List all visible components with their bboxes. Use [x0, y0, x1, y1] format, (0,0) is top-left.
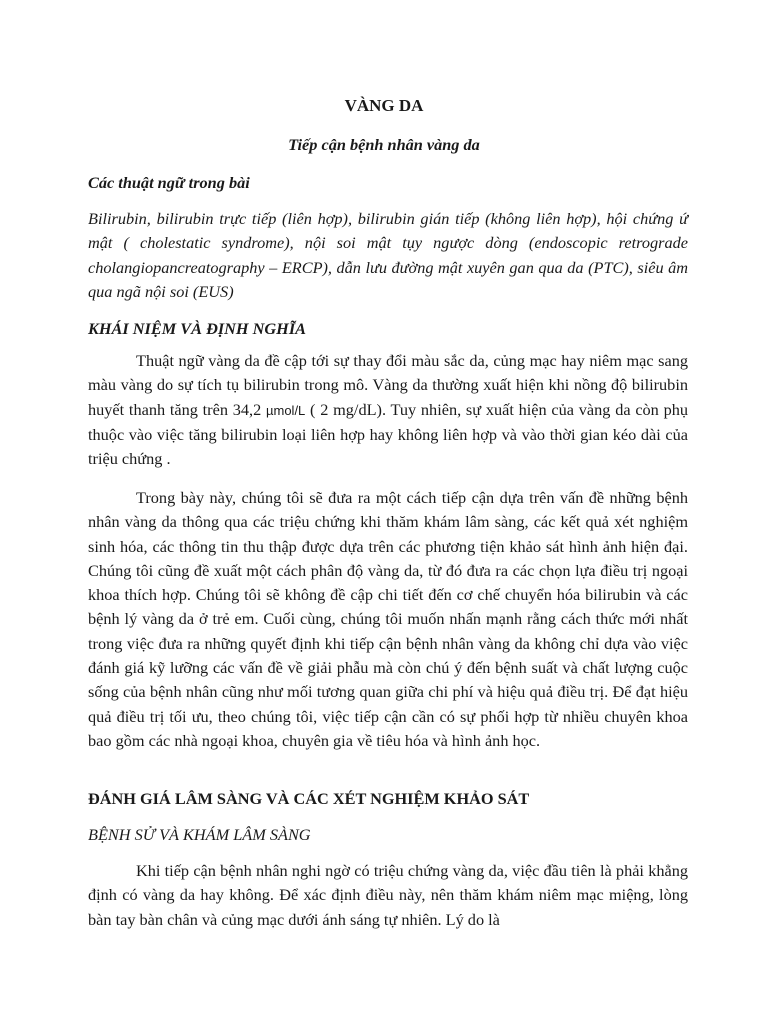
document-title: VÀNG DA [344, 96, 424, 115]
terms-heading: Các thuật ngữ trong bài [88, 173, 250, 192]
concept-paragraph-2: Trong bày này, chúng tôi sẽ đưa ra một cách tiếp cận dựa trên vấn đề những bệnh nhân vàng da thông qua các triệu chứng khi thăm khám lâm sàng, các kết quả xét nghiệm sinh hóa, các thông tin thu thập được dựa trên các phương tiện khảo sát hình ảnh hiện đại. Chúng tôi cũng đề xuất một cách phân độ vàng da, từ đó đưa ra các chọn lựa điều trị ngoại khoa thích hợp. Chúng tôi sẽ không đề cập chi tiết đến cơ chế chuyển hóa bilirubin và các bệnh lý vàng da ở trẻ em. Cuối cùng, chúng tôi muốn nhấn mạnh rằng cách thức mới nhất trong việc đưa ra những quyết định khi tiếp cận bệnh nhân vàng da không chỉ dựa vào việc đánh giá kỹ lưỡng các vấn đề về giải phẫu mà còn chú ý đến bệnh suất và chất lượng cuộc sống của bệnh nhân cũng như mối tương quan giữa chi phí và hiệu quả điều trị. Để đạt hiệu quả điều trị tối ưu, theo chúng tôi, việc tiếp cận cần có sự phối hợp từ nhiều chuyên khoa bao gồm các nhà ngoại khoa, chuyên gia về tiêu hóa và hình ảnh học. [88, 488, 688, 750]
unit-label: µmol/L [266, 402, 306, 418]
terms-paragraph: Bilirubin, bilirubin trực tiếp (liên hợp), bilirubin gián tiếp (không liên hợp), hội chứng ứ mật ( cholestatic syndrome), nội soi mật tụy ngược dòng (endoscopic retrograde cholangiopancreatography – ERCP), dẫn lưu đường mật xuyên gan qua da (PTC), siêu âm qua ngã nội soi (EUS) [88, 209, 688, 301]
paragraph-text: Thuật ngữ vàng da đề cập tới sự thay đổi màu sắc da, củng mạc hay niêm mạc sang màu vàng do sự tích tụ bilirubin trong mô. Vàng da thường xuất hiện khi nồng độ bilirubin huyết thanh tăng trên 34,2 [88, 351, 688, 419]
concept-paragraph-1 [88, 349, 688, 471]
document-subtitle: Tiếp cận bệnh nhân vàng da [288, 135, 480, 154]
clinical-heading: ĐÁNH GIÁ LÂM SÀNG VÀ CÁC XÉT NGHIỆM KHẢO SÁT [88, 789, 530, 808]
paragraph-text: ( 2 mg/dL). Tuy nhiên, sự xuất hiện của vàng da còn phụ thuộc vào việc tăng bilirubin loại liên hợp hay không liên hợp và vào thời gian kéo dài của triệu chứng . [88, 399, 689, 469]
history-heading: BỆNH SỬ VÀ KHÁM LÂM SÀNG [88, 825, 311, 844]
concept-heading: KHÁI NIỆM VÀ ĐỊNH NGHĨA [88, 319, 307, 338]
history-paragraph: Khi tiếp cận bệnh nhân nghi ngờ có triệu chứng vàng da, việc đầu tiên là phải khẳng định có vàng da hay không. Để xác định điều này, nên thăm khám niêm mạc miệng, lòng bàn tay bàn chân và củng mạc dưới ánh sáng tự nhiên. Lý do là [88, 861, 688, 929]
